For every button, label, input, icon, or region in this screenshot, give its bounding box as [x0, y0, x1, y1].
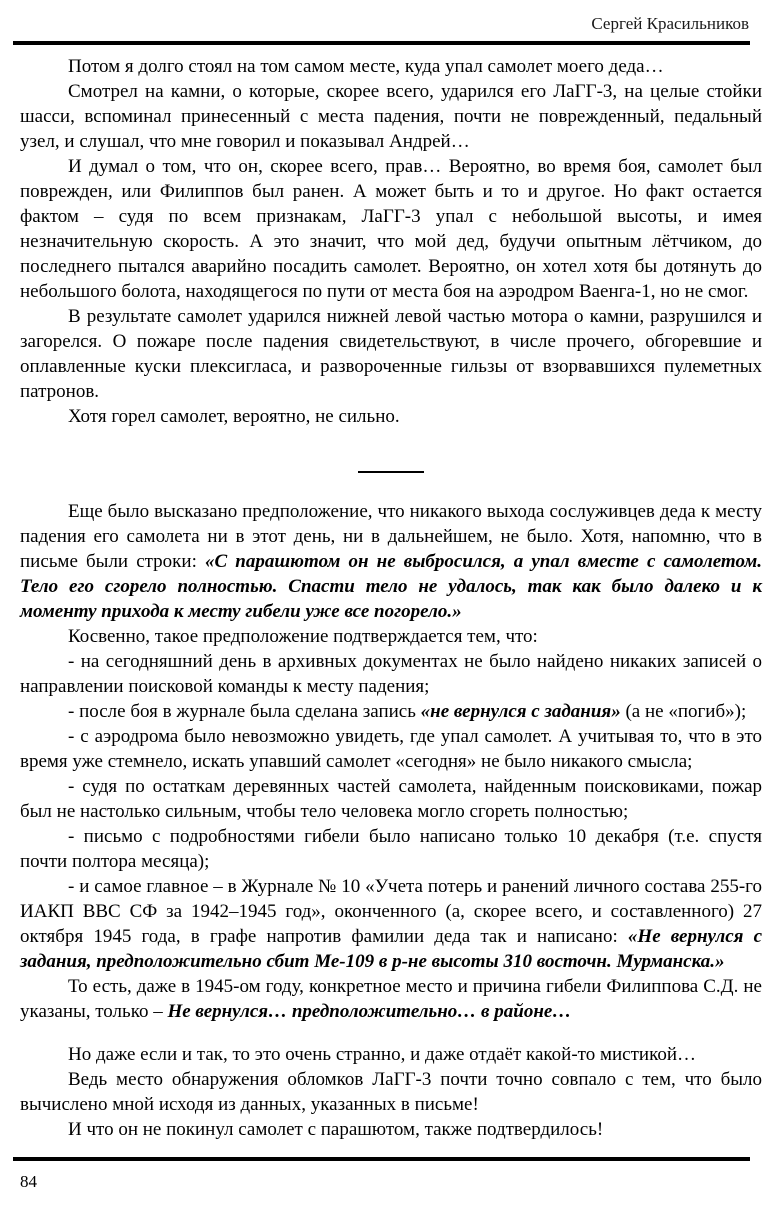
text-run: - и самое главное – в Журнале № 10 «Учета потерь и ранений личного состава 255-го ИАКП ВВС СФ за 1942–1945 год», оконченного (а, скорее всего, и составленного) 27 октября 1945 года, в графе напротив фамилии деда так и написано: [20, 876, 762, 947]
page-number: 84 [20, 1172, 37, 1191]
document-body [20, 54, 762, 1142]
text-run: Косвенно, такое предположение подтверждается тем, что: [68, 626, 538, 647]
paragraph [20, 824, 762, 874]
quote-emphasis: «не вернулся с задания» [420, 701, 621, 722]
section-divider [358, 471, 424, 473]
paragraph [20, 154, 762, 304]
paragraph [20, 624, 762, 649]
footer-rule [13, 1157, 750, 1161]
paragraph [20, 1067, 762, 1117]
paragraph [20, 1117, 762, 1142]
text-run: Смотрел на камни, о которые, скорее всего, ударился его ЛаГГ-3, на целые стойки шасси, вспоминал принесенный с места падения, почти не поврежденный, педальный узел, и слушал, что мне говорил и показывал Андрей… [20, 81, 762, 152]
paragraph [20, 54, 762, 79]
text-run: И что он не покинул самолет с парашютом, также подтвердилось! [68, 1119, 604, 1140]
paragraph [20, 79, 762, 154]
text-run: Ведь место обнаружения обломков ЛаГГ-3 почти точно совпало с тем, что было вычислено мной исходя из данных, указанных в письме! [20, 1069, 762, 1115]
text-run: То есть, даже в 1945-ом году, конкретное место и причина гибели Филиппова С.Д. не указаны, только – [20, 976, 762, 1022]
paragraph [20, 499, 762, 624]
header-author: Сергей Красильников [591, 14, 749, 33]
paragraph [20, 1042, 762, 1067]
paragraph [20, 649, 762, 699]
paragraph [20, 304, 762, 404]
text-run: (а не «погиб»); [620, 701, 747, 722]
paragraph [20, 774, 762, 824]
text-run: - письмо с подробностями гибели было написано только 10 декабря (т.е. спустя почти полтора месяца); [20, 826, 762, 872]
paragraph [20, 699, 762, 724]
text-run: В результате самолет ударился нижней левой частью мотора о камни, разрушился и загорелся. О пожаре после падения свидетельствуют, в числе прочего, обгоревшие и оплавленные куски плексигласа, и развороченные гильзы от взорвавшихся пулеметных патронов. [20, 306, 762, 402]
paragraph [20, 404, 762, 429]
text-run: Но даже если и так, то это очень странно, и даже отдаёт какой-то мистикой… [68, 1044, 697, 1065]
text-run: - судя по остаткам деревянных частей самолета, найденным поисковиками, пожар был не настолько сильным, чтобы тело человека могло сгореть полностью; [20, 776, 762, 822]
text-run: Еще было высказано предположение, что никакого выхода сослуживцев деда к месту падения его самолета ни в этот день, ни в дальнейшем, не было. Хотя, напомню, что в письме были строки: [20, 501, 762, 572]
text-run: Потом я долго стоял на том самом месте, куда упал самолет моего деда… [68, 56, 664, 77]
quote-emphasis: Не вернулся… предположительно… в районе… [167, 1001, 572, 1022]
text-run: И думал о том, что он, скорее всего, прав… Вероятно, во время боя, самолет был поврежден, или Филиппов был ранен. А может быть и то и другое. Но факт остается фактом – судя по всем признакам, ЛаГГ-3 упал с небольшой высоты, и имея незначительную скорость. А это значит, что мой дед, будучи опытным лётчиком, до последнего пытался аварийно посадить самолет. Вероятно, он хотел хотя бы дотянуть до небольшого болота, находящегося по пути от места боя на аэродром Ваенга-1, но не смог. [20, 156, 762, 302]
text-run: - после боя в журнале была сделана запись [68, 701, 421, 722]
header-rule [13, 41, 750, 45]
text-run: - на сегодняшний день в архивных документах не было найдено никаких записей о направлении поисковой команды к месту падения; [20, 651, 762, 697]
paragraph [20, 874, 762, 974]
quote-emphasis: «Не вернулся с задания, предположительно сбит Ме-109 в р-не высоты 310 восточн. Мурманска.» [20, 926, 762, 972]
text-run: Хотя горел самолет, вероятно, не сильно. [68, 406, 400, 427]
paragraph [20, 724, 762, 774]
quote-emphasis: «С парашютом он не выбросился, а упал вместе с самолетом. Тело его сгорело полностью. Спасти тело не удалось, так как было далеко и к моменту прихода к месту гибели уже все погорело.» [20, 551, 762, 622]
paragraph [20, 974, 762, 1024]
text-run: - с аэродрома было невозможно увидеть, где упал самолет. А учитывая то, что в это время уже стемнело, искать упавший самолет «сегодня» не было никакого смысла; [20, 726, 762, 772]
